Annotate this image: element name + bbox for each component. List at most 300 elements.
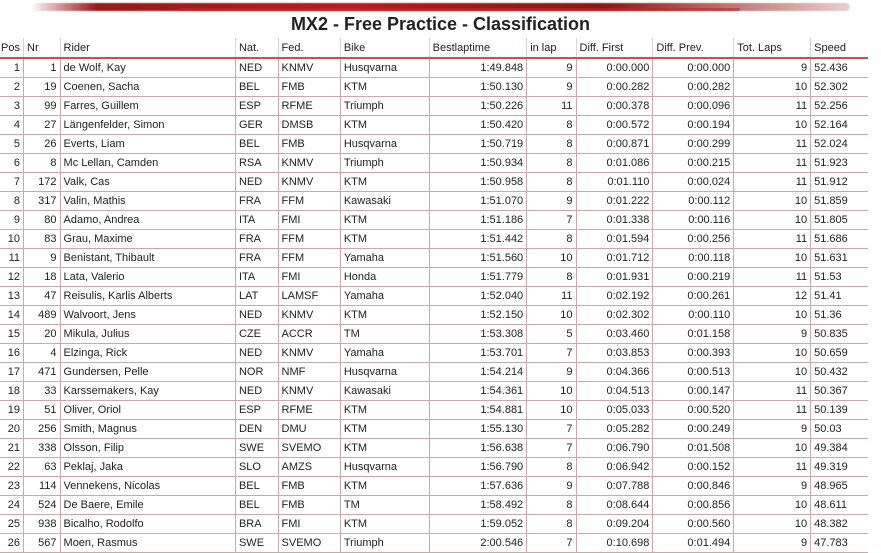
cell-bike: KTM [340,211,429,230]
cell-nat: ITA [235,268,278,287]
cell-speed: 51.912 [811,173,868,192]
cell-nat: NOR [235,363,278,382]
cell-rider: Valin, Mathis [60,192,235,211]
cell-rider: Elzinga, Rick [60,344,235,363]
table-body [0,58,868,553]
cell-nat: ESP [235,401,278,420]
cell-fed: RFME [278,401,340,420]
cell-tot-laps: 10 [734,116,811,135]
cell-nr: 63 [24,458,61,477]
cell-bike: KTM [340,173,429,192]
cell-tot-laps: 9 [734,58,811,78]
cell-bike: KTM [340,230,429,249]
cell-nr: 1 [24,58,61,78]
cell-bestlap: 1:50.934 [429,154,527,173]
cell-tot-laps: 11 [734,458,811,477]
cell-bestlap: 1:50.130 [429,78,527,97]
cell-bestlap: 1:50.420 [429,116,527,135]
table-row[interactable] [0,97,868,116]
cell-diff-first: 0:01.110 [576,173,653,192]
cell-diff-prev: 0:00.118 [653,249,734,268]
cell-tot-laps: 11 [734,97,811,116]
cell-fed: FMI [278,515,340,534]
cell-rider: Peklaj, Jaka [60,458,235,477]
cell-speed: 51.53 [811,268,868,287]
cell-bestlap: 1:54.881 [429,401,527,420]
cell-diff-first: 0:06.942 [576,458,653,477]
cell-speed: 50.659 [811,344,868,363]
cell-nr: 471 [24,363,61,382]
cell-nr: 99 [24,97,61,116]
cell-tot-laps: 9 [734,477,811,496]
col-header-nr[interactable]: Nr [24,38,61,58]
cell-nat: FRA [235,249,278,268]
cell-nr: 567 [24,534,61,553]
cell-inlap: 9 [527,477,576,496]
cell-diff-first: 0:01.594 [576,230,653,249]
cell-nat: GER [235,116,278,135]
cell-pos: 2 [0,78,24,97]
cell-inlap: 8 [527,154,576,173]
cell-nr: 26 [24,135,61,154]
cell-tot-laps: 12 [734,287,811,306]
cell-nr: 20 [24,325,61,344]
cell-fed: ACCR [278,325,340,344]
cell-speed: 51.859 [811,192,868,211]
table-row[interactable] [0,534,868,553]
cell-pos: 19 [0,401,24,420]
cell-bestlap: 1:58.492 [429,496,527,515]
cell-bike: Husqvarna [340,135,429,154]
cell-tot-laps: 10 [734,496,811,515]
cell-fed: FFM [278,230,340,249]
cell-bike: Triumph [340,154,429,173]
cell-rider: Reisulis, Karlis Alberts [60,287,235,306]
cell-tot-laps: 10 [734,192,811,211]
cell-diff-first: 0:05.033 [576,401,653,420]
cell-nr: 489 [24,306,61,325]
cell-speed: 52.436 [811,58,868,78]
table-row[interactable] [0,249,868,268]
table-row[interactable] [0,458,868,477]
cell-tot-laps: 11 [734,230,811,249]
page-title: MX2 - Free Practice - Classification [290,14,591,34]
cell-fed: FMB [278,78,340,97]
cell-pos: 8 [0,192,24,211]
cell-nat: NED [235,173,278,192]
cell-rider: Gundersen, Pelle [60,363,235,382]
cell-fed: AMZS [278,458,340,477]
cell-speed: 47.783 [811,534,868,553]
col-header-pos[interactable]: Pos [0,38,24,58]
table-row[interactable] [0,154,868,173]
cell-nr: 80 [24,211,61,230]
cell-bike: KTM [340,401,429,420]
cell-nat: NED [235,58,278,78]
cell-bike: KTM [340,420,429,439]
cell-fed: DMSB [278,116,340,135]
cell-nat: SWE [235,439,278,458]
cell-diff-prev: 0:00.393 [653,344,734,363]
cell-speed: 51.686 [811,230,868,249]
cell-diff-prev: 0:00.560 [653,515,734,534]
cell-tot-laps: 11 [734,135,811,154]
cell-rider: Valk, Cas [60,173,235,192]
col-header-bestlap[interactable]: Bestlaptime [429,38,527,58]
cell-inlap: 8 [527,515,576,534]
cell-inlap: 10 [527,249,576,268]
cell-bestlap: 1:51.560 [429,249,527,268]
cell-nat: BEL [235,135,278,154]
cell-nat: NED [235,382,278,401]
cell-diff-first: 0:02.302 [576,306,653,325]
table-row[interactable] [0,344,868,363]
cell-nr: 19 [24,78,61,97]
cell-diff-first: 0:00.572 [576,116,653,135]
cell-inlap: 11 [527,97,576,116]
cell-nat: BEL [235,477,278,496]
table-row[interactable] [0,192,868,211]
table-row[interactable] [0,58,868,78]
cell-pos: 4 [0,116,24,135]
cell-nr: 47 [24,287,61,306]
cell-rider: Grau, Maxime [60,230,235,249]
cell-fed: KNMV [278,344,340,363]
cell-inlap: 7 [527,420,576,439]
cell-diff-first: 0:09.204 [576,515,653,534]
cell-diff-prev: 0:00.513 [653,363,734,382]
cell-rider: Smith, Magnus [60,420,235,439]
cell-pos: 7 [0,173,24,192]
table-row[interactable] [0,515,868,534]
col-header-bike[interactable]: Bike [340,38,429,58]
col-header-diff-first[interactable]: Diff. First [576,38,653,58]
cell-diff-prev: 0:00.846 [653,477,734,496]
cell-diff-prev: 0:00.024 [653,173,734,192]
cell-nat: NED [235,344,278,363]
table-row[interactable] [0,306,868,325]
cell-nat: DEN [235,420,278,439]
cell-rider: Coenen, Sacha [60,78,235,97]
cell-rider: Lata, Valerio [60,268,235,287]
cell-rider: Bicalho, Rodolfo [60,515,235,534]
cell-nr: 114 [24,477,61,496]
cell-bike: Triumph [340,97,429,116]
cell-bike: Yamaha [340,287,429,306]
cell-pos: 9 [0,211,24,230]
table-row[interactable] [0,135,868,154]
cell-bestlap: 1:56.638 [429,439,527,458]
cell-nat: NED [235,306,278,325]
cell-nr: 938 [24,515,61,534]
col-header-diff-prev[interactable]: Diff. Prev. [653,38,734,58]
cell-nat: RSA [235,154,278,173]
table-row[interactable] [0,439,868,458]
cell-fed: KNMV [278,382,340,401]
cell-diff-first: 0:01.338 [576,211,653,230]
cell-diff-prev: 0:01.494 [653,534,734,553]
cell-fed: FMB [278,477,340,496]
table-row[interactable] [0,496,868,515]
cell-nr: 83 [24,230,61,249]
cell-bestlap: 1:54.214 [429,363,527,382]
col-header-nat[interactable]: Nat. [235,38,278,58]
cell-nr: 51 [24,401,61,420]
cell-rider: Moen, Rasmus [60,534,235,553]
cell-speed: 50.835 [811,325,868,344]
cell-fed: FMI [278,268,340,287]
cell-diff-first: 0:06.790 [576,439,653,458]
cell-diff-prev: 0:00.256 [653,230,734,249]
cell-rider: Farres, Guillem [60,97,235,116]
cell-nr: 524 [24,496,61,515]
cell-inlap: 7 [527,211,576,230]
cell-inlap: 8 [527,135,576,154]
cell-inlap: 8 [527,496,576,515]
cell-fed: KNMV [278,173,340,192]
table-row[interactable] [0,268,868,287]
cell-diff-prev: 0:01.158 [653,325,734,344]
cell-bestlap: 1:50.226 [429,97,527,116]
cell-inlap: 5 [527,325,576,344]
cell-inlap: 8 [527,268,576,287]
cell-nat: SLO [235,458,278,477]
cell-pos: 3 [0,97,24,116]
cell-nr: 9 [24,249,61,268]
cell-diff-first: 0:08.644 [576,496,653,515]
cell-nat: BEL [235,496,278,515]
cell-bestlap: 1:49.848 [429,58,527,78]
cell-inlap: 7 [527,344,576,363]
cell-tot-laps: 10 [734,363,811,382]
cell-fed: RFME [278,97,340,116]
cell-diff-first: 0:00.282 [576,78,653,97]
cell-bike: KTM [340,439,429,458]
cell-inlap: 10 [527,306,576,325]
cell-diff-prev: 0:00.112 [653,192,734,211]
cell-diff-prev: 0:00.249 [653,420,734,439]
cell-bike: Kawasaki [340,192,429,211]
cell-diff-prev: 0:00.110 [653,306,734,325]
cell-bike: Yamaha [340,344,429,363]
cell-bestlap: 1:51.779 [429,268,527,287]
cell-inlap: 7 [527,439,576,458]
cell-bestlap: 1:53.701 [429,344,527,363]
table-row[interactable] [0,230,868,249]
cell-inlap: 8 [527,116,576,135]
cell-tot-laps: 11 [734,154,811,173]
cell-rider: Adamo, Andrea [60,211,235,230]
cell-pos: 20 [0,420,24,439]
cell-fed: SVEMO [278,439,340,458]
cell-rider: De Baere, Emile [60,496,235,515]
cell-tot-laps: 10 [734,211,811,230]
cell-tot-laps: 10 [734,78,811,97]
cell-rider: Vennekens, Nicolas [60,477,235,496]
cell-nat: BEL [235,78,278,97]
cell-nat: FRA [235,230,278,249]
cell-pos: 25 [0,515,24,534]
cell-bike: TM [340,325,429,344]
cell-pos: 6 [0,154,24,173]
table-row[interactable] [0,211,868,230]
cell-diff-first: 0:01.712 [576,249,653,268]
cell-diff-prev: 0:00.215 [653,154,734,173]
cell-speed: 52.024 [811,135,868,154]
cell-diff-first: 0:01.222 [576,192,653,211]
cell-fed: NMF [278,363,340,382]
cell-pos: 24 [0,496,24,515]
cell-pos: 18 [0,382,24,401]
col-header-rider[interactable]: Rider [60,38,235,58]
cell-speed: 50.03 [811,420,868,439]
table-row[interactable] [0,401,868,420]
cell-rider: Mc Lellan, Camden [60,154,235,173]
cell-bestlap: 1:59.052 [429,515,527,534]
cell-diff-first: 0:01.086 [576,154,653,173]
cell-diff-prev: 0:00.856 [653,496,734,515]
cell-bestlap: 1:55.130 [429,420,527,439]
cell-speed: 48.611 [811,496,868,515]
cell-rider: Walvoort, Jens [60,306,235,325]
cell-tot-laps: 10 [734,344,811,363]
cell-pos: 22 [0,458,24,477]
cell-bestlap: 1:51.070 [429,192,527,211]
cell-inlap: 11 [527,287,576,306]
cell-speed: 52.164 [811,116,868,135]
cell-bestlap: 1:53.308 [429,325,527,344]
cell-diff-first: 0:07.788 [576,477,653,496]
cell-inlap: 8 [527,230,576,249]
table-row[interactable] [0,477,868,496]
cell-bike: KTM [340,477,429,496]
cell-speed: 51.923 [811,154,868,173]
cell-pos: 11 [0,249,24,268]
cell-speed: 51.805 [811,211,868,230]
cell-bike: KTM [340,116,429,135]
cell-rider: Längenfelder, Simon [60,116,235,135]
cell-pos: 12 [0,268,24,287]
cell-fed: FFM [278,249,340,268]
cell-nat: SWE [235,534,278,553]
cell-speed: 51.36 [811,306,868,325]
cell-bestlap: 1:57.636 [429,477,527,496]
cell-nr: 33 [24,382,61,401]
cell-rider: Karssemakers, Kay [60,382,235,401]
cell-diff-prev: 0:00.116 [653,211,734,230]
cell-fed: KNMV [278,154,340,173]
cell-diff-first: 0:04.513 [576,382,653,401]
cell-diff-first: 0:03.460 [576,325,653,344]
cell-pos: 23 [0,477,24,496]
cell-pos: 17 [0,363,24,382]
cell-diff-first: 0:05.282 [576,420,653,439]
col-header-fed[interactable]: Fed. [278,38,340,58]
cell-diff-prev: 0:00.152 [653,458,734,477]
cell-pos: 15 [0,325,24,344]
cell-pos: 10 [0,230,24,249]
cell-nat: CZE [235,325,278,344]
cell-nat: LAT [235,287,278,306]
cell-diff-prev: 0:00.147 [653,382,734,401]
header-brush-accent [180,8,740,11]
cell-diff-first: 0:03.853 [576,344,653,363]
cell-inlap: 9 [527,78,576,97]
cell-fed: SVEMO [278,534,340,553]
table-row[interactable] [0,382,868,401]
cell-diff-first: 0:04.366 [576,363,653,382]
cell-bestlap: 1:54.361 [429,382,527,401]
cell-speed: 52.302 [811,78,868,97]
cell-speed: 51.41 [811,287,868,306]
col-header-inlap[interactable]: in lap [527,38,576,58]
cell-nr: 18 [24,268,61,287]
col-header-tot-laps[interactable]: Tot. Laps [734,38,811,58]
cell-bike: KTM [340,306,429,325]
cell-bike: Triumph [340,534,429,553]
cell-bike: Honda [340,268,429,287]
cell-nr: 172 [24,173,61,192]
cell-tot-laps: 9 [734,325,811,344]
cell-fed: FMB [278,135,340,154]
cell-diff-prev: 0:00.299 [653,135,734,154]
cell-bike: Yamaha [340,249,429,268]
cell-fed: FMB [278,496,340,515]
cell-tot-laps: 10 [734,249,811,268]
table-row[interactable] [0,420,868,439]
cell-inlap: 9 [527,192,576,211]
cell-nr: 338 [24,439,61,458]
cell-tot-laps: 11 [734,401,811,420]
cell-diff-prev: 0:00.282 [653,78,734,97]
cell-inlap: 10 [527,382,576,401]
cell-nr: 256 [24,420,61,439]
cell-pos: 1 [0,58,24,78]
cell-diff-first: 0:10.698 [576,534,653,553]
cell-bike: Husqvarna [340,58,429,78]
table-row[interactable] [0,173,868,192]
cell-nr: 317 [24,192,61,211]
cell-diff-prev: 0:00.096 [653,97,734,116]
cell-speed: 50.367 [811,382,868,401]
cell-diff-first: 0:00.871 [576,135,653,154]
col-header-speed[interactable]: Speed [811,38,868,58]
cell-rider: Olsson, Filip [60,439,235,458]
cell-diff-first: 0:00.378 [576,97,653,116]
cell-bike: TM [340,496,429,515]
cell-speed: 51.631 [811,249,868,268]
cell-tot-laps: 9 [734,420,811,439]
table-row[interactable] [0,325,868,344]
cell-tot-laps: 10 [734,439,811,458]
table-row[interactable] [0,363,868,382]
cell-tot-laps: 10 [734,306,811,325]
cell-diff-first: 0:02.192 [576,287,653,306]
cell-nat: FRA [235,192,278,211]
cell-bike: KTM [340,78,429,97]
cell-pos: 14 [0,306,24,325]
table-row[interactable] [0,287,868,306]
cell-fed: FMI [278,211,340,230]
cell-bike: Kawasaki [340,382,429,401]
cell-rider: Mikula, Julius [60,325,235,344]
cell-speed: 49.384 [811,439,868,458]
table-row[interactable] [0,116,868,135]
cell-speed: 48.382 [811,515,868,534]
cell-rider: Benistant, Thibault [60,249,235,268]
table-row[interactable] [0,78,868,97]
cell-pos: 16 [0,344,24,363]
